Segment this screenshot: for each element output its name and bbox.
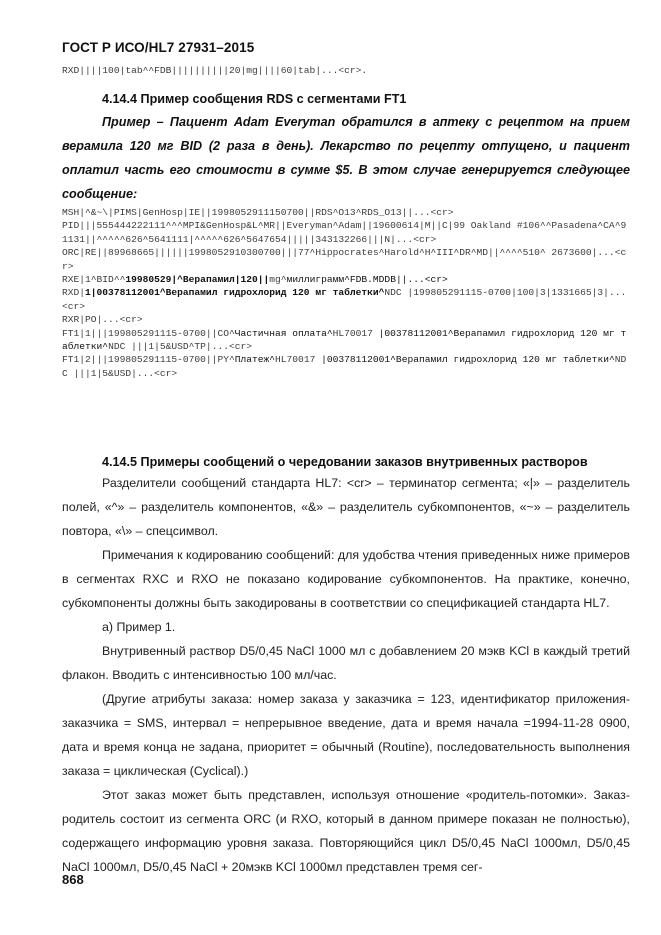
list-item: а) Пример 1. xyxy=(102,620,176,634)
ft1-part: Платеж^ xyxy=(234,354,276,366)
ft1-part: |00378112001^Верапамил гидрохлорид 120 мг таблетки^ xyxy=(321,354,615,366)
paragraph: Этот заказ может быть представлен, используя отношение «родитель-потомки». Заказ-родитель состоит из сегмента ORC (и RXO, который в данном примере показан не полностью), содержащего информацию уровня заказа. Повторяющийся цикл D5/0,45 NaCl 1000мл, D5/0,45 NaCl 1000мл, D5/0,45 NaCl + 20мэкв KCl 1000мл представлен тремя сег- xyxy=(62,788,630,874)
hl7-message-block xyxy=(62,206,630,380)
segment-pid: PID|||555444222111^^^MPI&GenHosp&L^MR||Everyman^Adam||19600614|M||C|99 Oakland #106^^Pasadena^CA^91131||^^^^^626^5641111|^^^^^626^5647654|||||343132266|||N|...<cr> xyxy=(62,220,627,245)
ft1-part: NDC |||1|5&USD^TP|...<cr> xyxy=(108,341,252,353)
page-number: 868 xyxy=(62,872,84,887)
ft1-part: Частичная оплата^ xyxy=(234,327,333,339)
rxe-part: RXE|1^BID^^ xyxy=(62,274,126,286)
ft1-part: HL70017 xyxy=(332,327,379,339)
rxd-part: 1|00378112001^Верапамил гидрохлорид 120 мг таблетки^ xyxy=(85,287,385,299)
paragraph: Разделители сообщений стандарта HL7: <cr> – терминатор сегмента; «|» – разделитель полей, «^» – разделитель компонентов, «&» – разделитель субкомпонентов, «~» – разделитель повтора, «\» – спецсимвол. xyxy=(62,476,630,538)
ft1-part: HL70017 xyxy=(275,354,322,366)
example-paragraph: Пример – Пациент Adam Everyman обратился в аптеку с рецептом на прием верамила 120 мг BID (2 раза в день). Лекарство по рецепту отпущено, и пациент оплатил часть его стоимости в сумме $5. В этом случае генерируется следующее сообщение: xyxy=(62,115,630,201)
section-heading-4-14-5: 4.14.5 Примеры сообщений о чередовании заказов внутривенных растворов xyxy=(102,455,588,469)
segment-rxd xyxy=(62,286,630,313)
running-header: ГОСТ Р ИСО/HL7 27931–2015 xyxy=(62,40,255,55)
ft1-part: NDC |||1|5&USD|...<cr> xyxy=(62,354,627,379)
ft1-part: FT1|1|||199805291115-0700||CO^ xyxy=(62,327,235,339)
paragraph: (Другие атрибуты заказа: номер заказа у заказчика = 123, идентификатор приложения-заказчика = SMS, интервал = непрерывное введение, дата и время начала =1994-11-28 0900, дата и время конца не задана, приоритет = обычный (Routine), последовательность выполнения заказа = циклическая (Cyclical).) xyxy=(62,692,630,778)
rxe-part: миллиграмм^FDB.MDDB||...<cr> xyxy=(286,274,448,286)
segment-ft1-1 xyxy=(62,327,630,354)
ft1-part: FT1|2|||199805291115-0700||PY^ xyxy=(62,354,235,366)
rxd-continuation-line: RXD||||100|tab^^FDB||||||||||20|mg||||60|tab|...<cr>. xyxy=(62,65,368,76)
segment-msh: MSH|^&~\|PIMS|GenHosp|IE||1998052911150700||RDS^O13^RDS_O13||...<cr> xyxy=(62,207,454,218)
rxd-part: RXD| xyxy=(62,287,86,299)
section-heading-4-14-4: 4.14.4 Пример сообщения RDS с сегментами FT1 xyxy=(102,92,407,106)
segment-ft1-2 xyxy=(62,353,630,380)
segment-orc: ORC|RE||89968665||||||1998052910300700|||77^Hippocrates^Harold^H^III^DR^MD||^^^^510^ 2673600|...<cr> xyxy=(62,247,627,272)
rxe-part: mg^ xyxy=(269,274,287,286)
rxe-part: 19980529|^Верапамил|120|| xyxy=(125,274,270,286)
segment-rxe xyxy=(62,273,630,286)
segment-rxr: RXR|PO|...<cr> xyxy=(62,314,143,326)
paragraph: Примечания к кодированию сообщений: для удобства чтения приведенных ниже примеров в сегментах RXC и RXO не показано кодирование субкомпонентов. На практике, конечно, субкомпоненты должны быть закодированы в соответствии со спецификацией стандарта HL7. xyxy=(62,548,630,610)
paragraph: Внутривенный раствор D5/0,45 NaCl 1000 мл с добавлением 20 мэкв KCl в каждый третий флакон. Вводить с интенсивностью 100 мл/час. xyxy=(62,644,630,682)
section-body xyxy=(62,447,630,879)
rxd-part: NDC |199805291115-0700|100|3|1331665|3|...<cr> xyxy=(62,287,627,312)
ft1-part: |00378112001^Верапамил гидрохлорид 120 мг таблетки^ xyxy=(62,327,627,353)
